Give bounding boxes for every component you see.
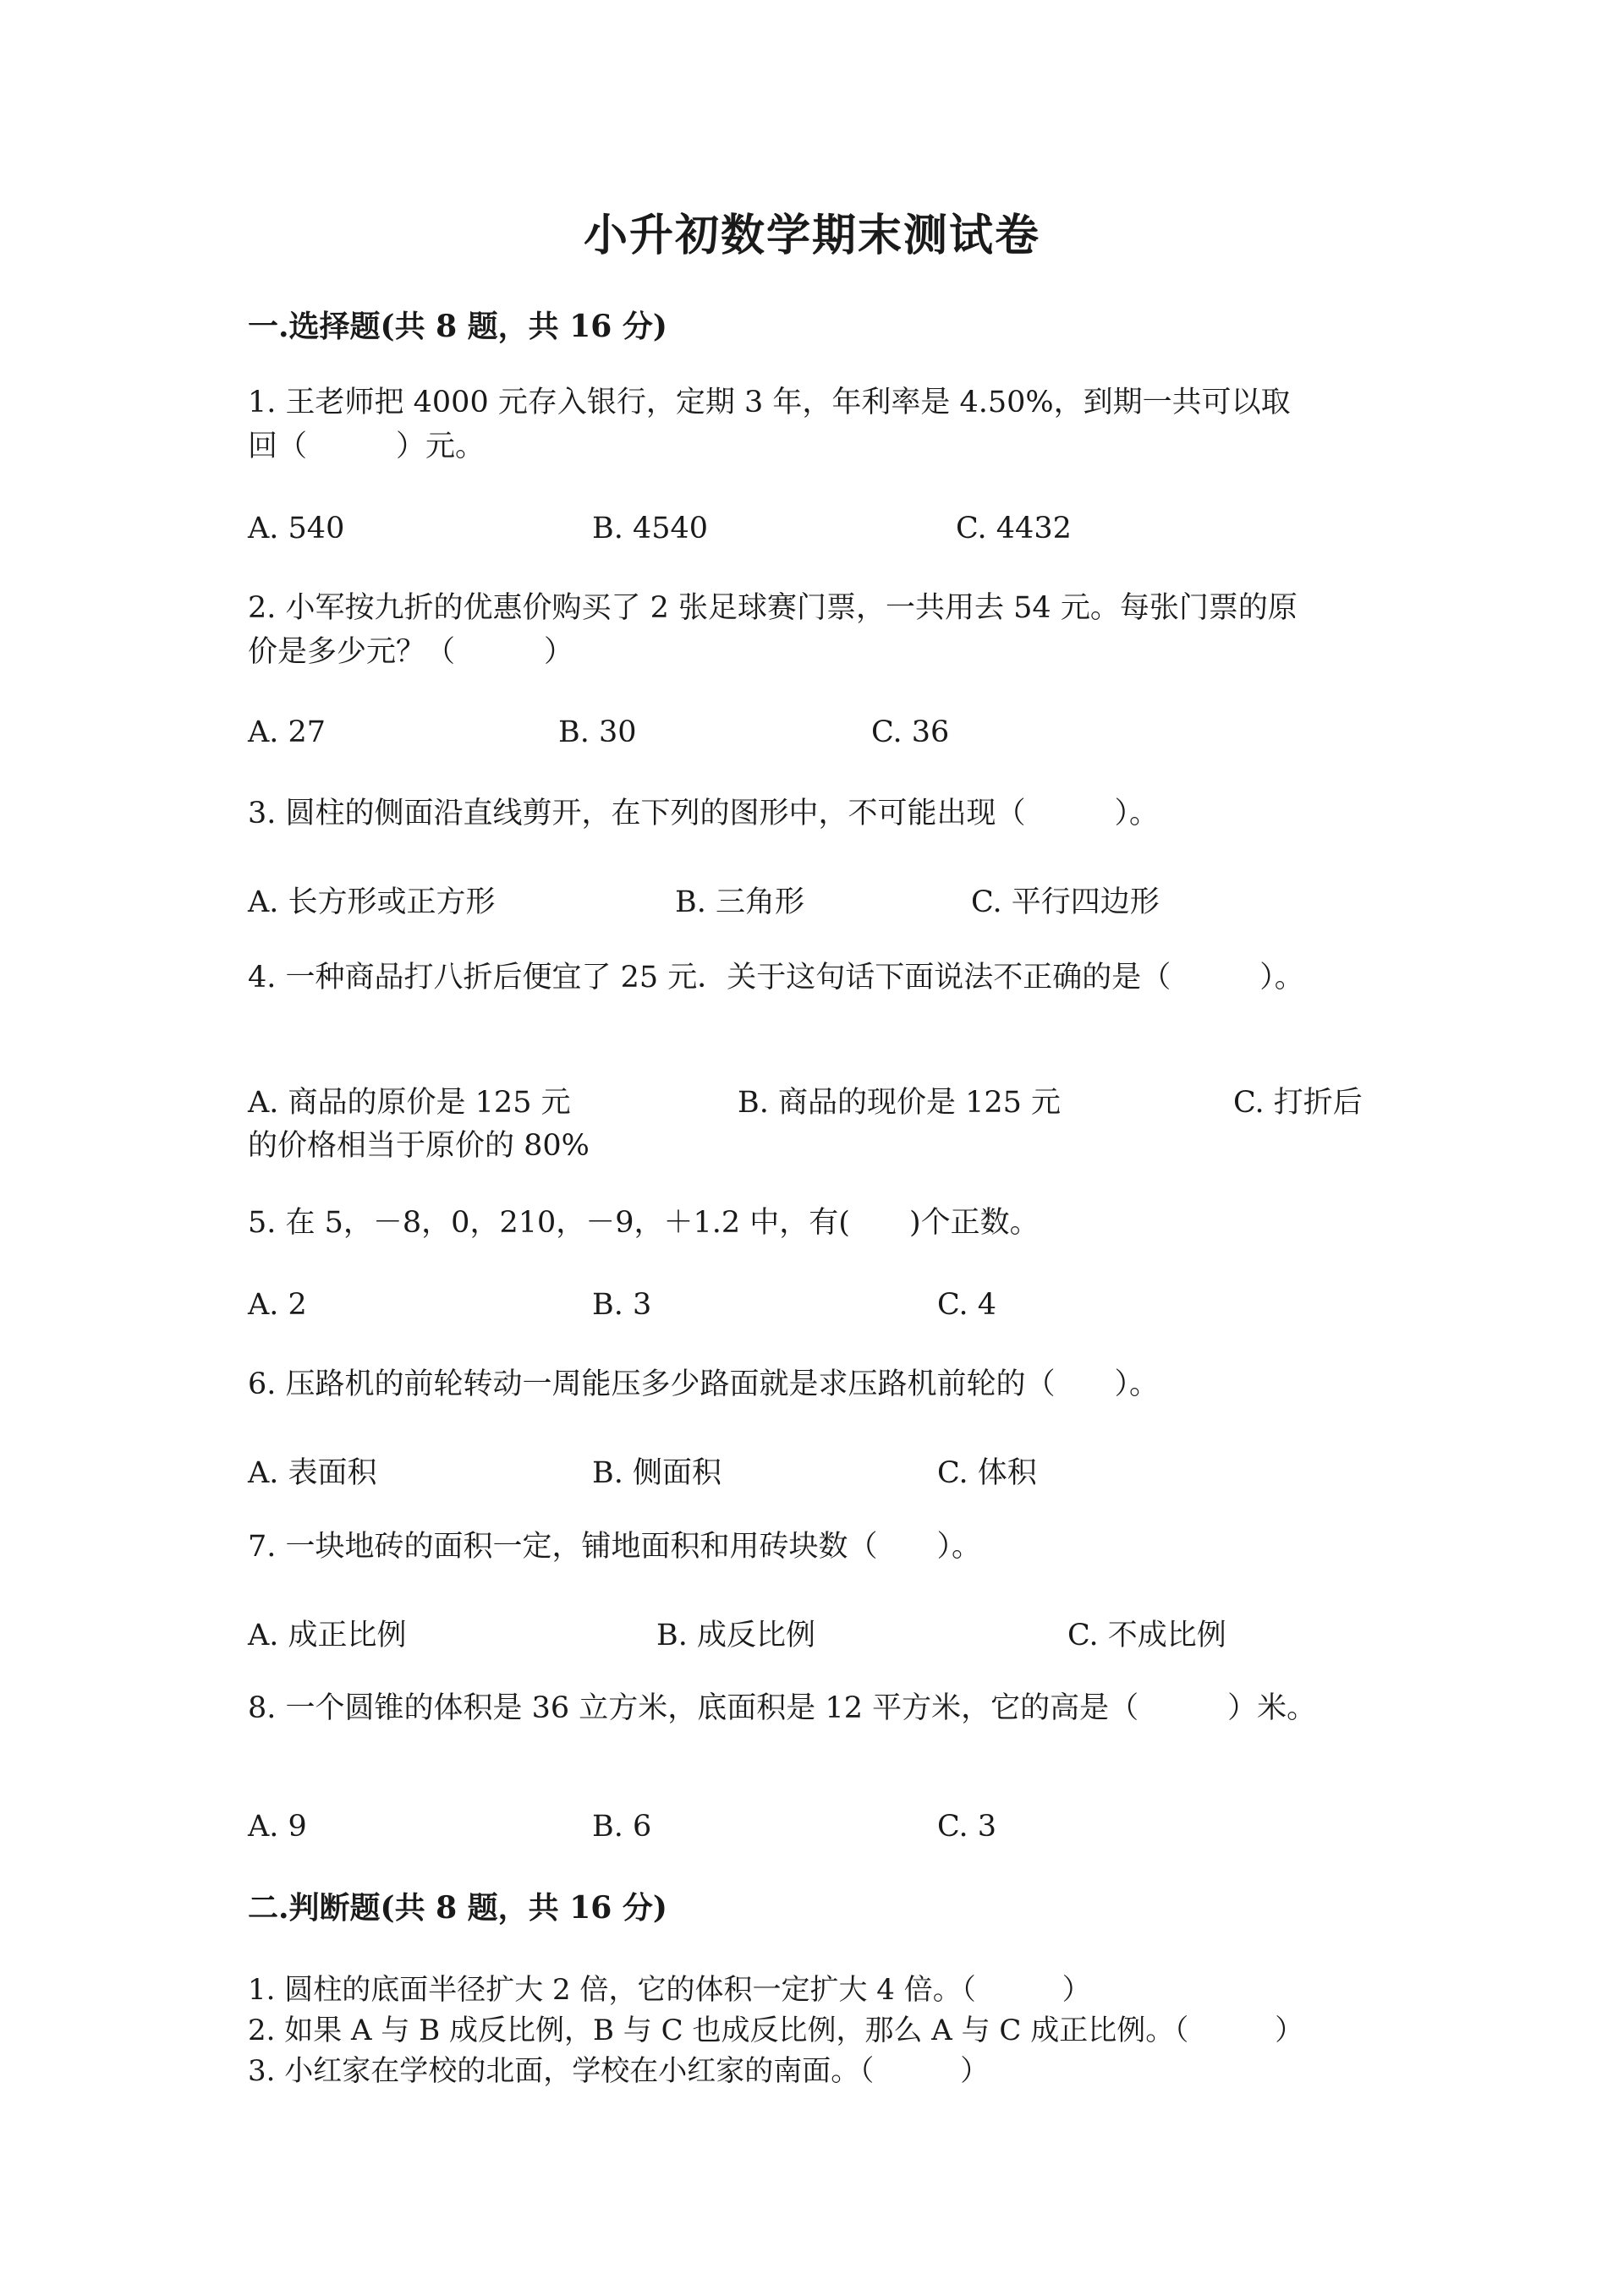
question-1-line-2: 回（ ）元。 <box>248 430 486 463</box>
question-7-option-b: B. 成反比例 <box>656 1619 815 1652</box>
question-8-line-1: 8. 一个圆锥的体积是 36 立方米，底面积是 12 平方米，它的高是（ ）米。 <box>248 1691 1317 1725</box>
question-2-line-2: 价是多少元？（ ） <box>248 635 574 669</box>
question-8-option-c: C. 3 <box>937 1810 997 1844</box>
question-2-option-b: B. 30 <box>558 715 637 749</box>
page-title: 小升初数学期末测试卷 <box>583 210 1040 261</box>
question-5-line-1: 5. 在 5，－8，0，210，－9，＋1.2 中，有( )个正数。 <box>248 1206 1040 1240</box>
question-5-option-c: C. 4 <box>937 1288 997 1322</box>
section-heading-choice: 一.选择题(共 8 题，共 16 分) <box>248 309 667 344</box>
judgement-item-2: 2. 如果 A 与 B 成反比例，B 与 C 也成反比例，那么 A 与 C 成正比例。（ ） <box>248 2014 1304 2047</box>
question-2-option-c: C. 36 <box>871 715 950 749</box>
question-7-line-1: 7. 一块地砖的面积一定，铺地面积和用砖块数（ ）。 <box>248 1530 982 1564</box>
question-2-line-1: 2. 小军按九折的优惠价购买了 2 张足球赛门票，一共用去 54 元。每张门票的原 <box>248 591 1298 625</box>
question-4-option-c-continuation: 的价格相当于原价的 80% <box>248 1129 590 1163</box>
judgement-item-1: 1. 圆柱的底面半径扩大 2 倍，它的体积一定扩大 4 倍。（ ） <box>248 1973 1091 2007</box>
question-1-option-b: B. 4540 <box>592 512 709 545</box>
question-5-option-b: B. 3 <box>592 1288 652 1322</box>
question-3-option-a: A. 长方形或正方形 <box>248 885 496 919</box>
question-7-option-c: C. 不成比例 <box>1067 1619 1226 1652</box>
question-7-option-a: A. 成正比例 <box>248 1619 407 1652</box>
question-6-option-c: C. 体积 <box>937 1456 1037 1490</box>
question-5-option-a: A. 2 <box>248 1288 307 1322</box>
question-8-option-a: A. 9 <box>248 1810 307 1844</box>
question-3-option-c: C. 平行四边形 <box>971 885 1160 919</box>
section-heading-judgement: 二.判断题(共 8 题，共 16 分) <box>248 1890 667 1926</box>
question-3-line-1: 3. 圆柱的侧面沿直线剪开，在下列的图形中，不可能出现（ ）。 <box>248 797 1160 830</box>
question-3-option-b: B. 三角形 <box>675 885 804 919</box>
question-1-option-c: C. 4432 <box>956 512 1072 545</box>
question-2-option-a: A. 27 <box>248 715 326 749</box>
question-4-option-c: C. 打折后 <box>1233 1086 1363 1120</box>
question-8-option-b: B. 6 <box>592 1810 652 1844</box>
question-1-line-1: 1. 王老师把 4000 元存入银行，定期 3 年，年利率是 4.50%，到期一共可以取 <box>248 386 1291 419</box>
question-4-option-b: B. 商品的现价是 125 元 <box>738 1086 1062 1120</box>
question-6-line-1: 6. 压路机的前轮转动一周能压多少路面就是求压路机前轮的（ ）。 <box>248 1367 1160 1401</box>
question-6-option-a: A. 表面积 <box>248 1456 377 1490</box>
question-4-option-a: A. 商品的原价是 125 元 <box>248 1086 571 1120</box>
judgement-item-3: 3. 小红家在学校的北面，学校在小红家的南面。（ ） <box>248 2054 990 2088</box>
question-4-line-1: 4. 一种商品打八折后便宜了 25 元．关于这句话下面说法不正确的是（ ）。 <box>248 961 1304 995</box>
question-6-option-b: B. 侧面积 <box>592 1456 721 1490</box>
question-1-option-a: A. 540 <box>248 512 345 545</box>
